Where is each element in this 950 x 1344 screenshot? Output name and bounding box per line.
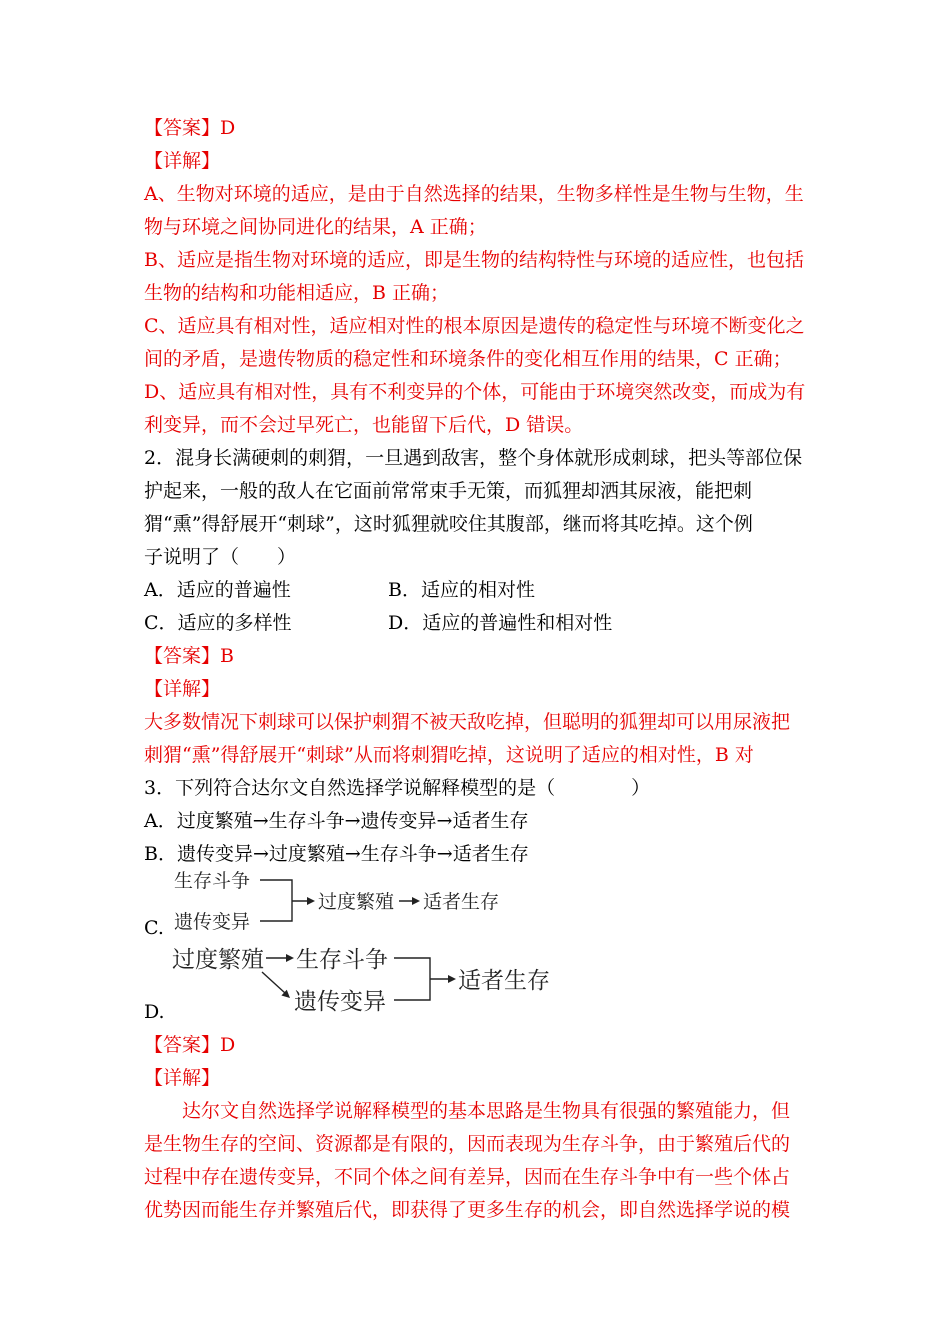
diagram-d-arrow-diagonal-shaft [262, 972, 285, 993]
q3-option-c-label: C. [144, 917, 164, 939]
q1-explain-label: 【详解】 [144, 150, 221, 172]
diagram-d-bracket [394, 958, 430, 1000]
q2-option-d: D．适应的普遍性和相对性 [388, 612, 613, 634]
q1-explain-line: 利变异，而不会过早死亡，也能留下后代，D 错误。 [144, 414, 584, 436]
q2-option-b: B．适应的相对性 [388, 579, 535, 601]
diagram-d-arrow-top-head [286, 954, 294, 962]
q1-explain-line: 生物的结构和功能相适应，B 正确； [144, 282, 450, 304]
q2-answer-label: 【答案】B [144, 645, 234, 667]
q1-explain-line: 物与环境之间协同进化的结果，A 正确； [144, 216, 487, 238]
q1-explain-line: 间的矛盾，是遗传物质的稳定性和环境条件的变化相互作用的结果，C 正确； [144, 348, 792, 370]
diagram-c-bracket [260, 880, 292, 921]
q3-stem: 3．下列符合达尔文自然选择学说解释模型的是（ ） [144, 777, 651, 799]
q3-option-c [144, 871, 950, 946]
q3-explain-line: 是生物生存的空间、资源都是有限的，因而表现为生存斗争，由于繁殖后代的 [144, 1133, 791, 1155]
diagram-c-arrow-2-head [412, 897, 420, 905]
diagram-d-arrow-result-head [448, 975, 456, 983]
q3-explain-line: 优势因而能生存并繁殖后代，即获得了更多生存的机会，即自然选择学说的模 [144, 1199, 791, 1221]
q2-options-row [144, 607, 950, 640]
q3-explain-label: 【详解】 [144, 1067, 221, 1089]
q2-stem-line: 猬“熏”得舒展开“刺球”，这时狐狸就咬住其腹部，继而将其吃掉。这个例 [144, 513, 753, 535]
q2-explain-line: 大多数情况下刺球可以保护刺猬不被天敌吃掉，但聪明的狐狸却可以用尿液把 [144, 711, 791, 733]
q1-explain-line: D、适应具有相对性，具有不利变异的个体，可能由于环境突然改变，而成为有 [144, 381, 806, 403]
q2-stem-line: 子说明了（ ） [144, 546, 297, 568]
diagram-c-result: 适者生存 [423, 891, 500, 913]
diagram-d [170, 946, 570, 1020]
diagram-c-middle: 过度繁殖 [318, 891, 395, 913]
diagram-c-input-bottom: 遗传变异 [174, 911, 251, 933]
q3-option-b: B．遗传变异→过度繁殖→生存斗争→适者生存 [144, 843, 529, 865]
q2-stem-line: 护起来，一般的敌人在它面前常常束手无策，而狐狸却洒其尿液，能把刺 [144, 480, 753, 502]
q2-stem-line: 2．混身长满硬刺的刺猬，一旦遇到敌害，整个身体就形成刺球，把头等部位保 [144, 447, 803, 469]
q3-option-d [144, 946, 950, 1029]
q3-answer-label: 【答案】D [144, 1034, 236, 1056]
q1-answer-label: 【答案】D [144, 117, 236, 139]
q1-explain-line: B、适应是指生物对环境的适应，即是生物的结构特性与环境的适应性，也包括 [144, 249, 804, 271]
q2-option-c: C．适应的多样性 [144, 612, 292, 634]
diagram-d-start: 过度繁殖 [172, 947, 264, 973]
q1-explain-line: C、适应具有相对性，适应相对性的根本原因是遗传的稳定性与环境不断变化之 [144, 315, 805, 337]
diagram-c-input-top: 生存斗争 [174, 870, 251, 892]
q2-option-a: A．适应的普遍性 [144, 579, 291, 601]
diagram-d-result: 适者生存 [458, 968, 550, 994]
q2-explain-line: 刺猬“熏”得舒展开“刺球”从而将刺猬吃掉，这说明了适应的相对性，B 对 [144, 744, 754, 766]
diagram-d-branch-top: 生存斗争 [296, 947, 388, 973]
q2-explain-label: 【详解】 [144, 678, 221, 700]
q2-options-row [144, 574, 950, 607]
q1-explain-line: A、生物对环境的适应，是由于自然选择的结果，生物多样性是生物与生物，生 [144, 183, 804, 205]
diagram-c-arrow-1-head [307, 897, 315, 905]
q3-option-a: A．过度繁殖→生存斗争→遗传变异→适者生存 [144, 810, 529, 832]
q3-explain-line: 过程中存在遗传变异，不同个体之间有差异，因而在生存斗争中有一些个体占 [144, 1166, 791, 1188]
diagram-c [170, 871, 515, 943]
q3-option-d-label: D. [144, 1001, 165, 1023]
q3-explain-line: 达尔文自然选择学说解释模型的基本思路是生物具有很强的繁殖能力，但 [144, 1100, 791, 1122]
diagram-d-branch-bottom: 遗传变异 [294, 989, 386, 1015]
